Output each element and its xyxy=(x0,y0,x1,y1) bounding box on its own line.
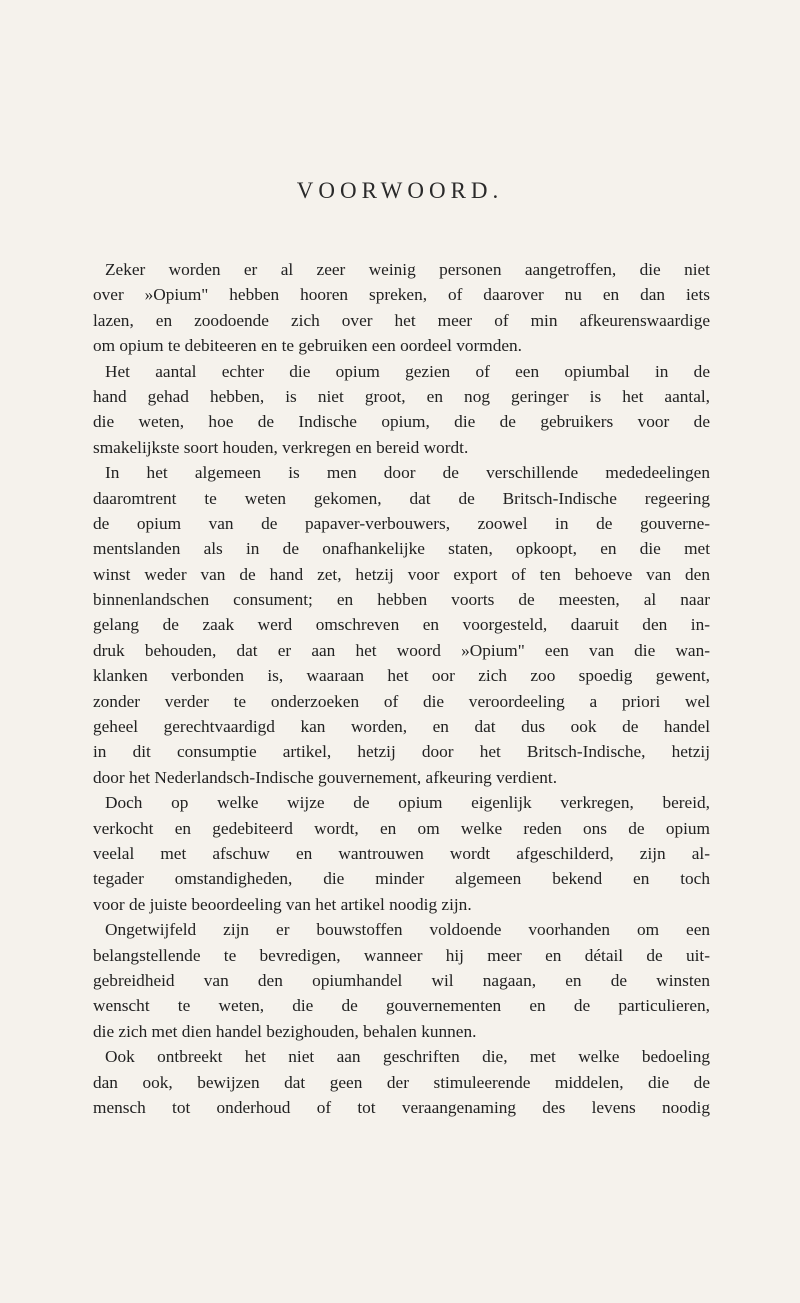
text-line: over »Opium" hebben hooren spreken, of daarover nu en dan iets xyxy=(93,285,710,305)
text-line: hand gehad hebben, is niet groot, en nog geringer is het aantal, xyxy=(93,386,710,406)
text-line: voor de juiste beoordeeling van het artikel noodig zijn. xyxy=(93,894,472,914)
text-line: door het Nederlandsch-Indische gouvernement, afkeuring verdient. xyxy=(93,767,558,787)
text-line: In het algemeen is men door de verschillende mededeelingen xyxy=(105,463,710,483)
text-line: de opium van de papaver-verbouwers, zoowel in de gouverne- xyxy=(93,513,710,533)
text-line: lazen, en zoodoende zich over het meer of min afkeurenswaardige xyxy=(93,310,710,330)
text-line: Ongetwijfeld zijn er bouwstoffen voldoende voorhanden om een xyxy=(105,920,710,940)
text-line: die weten, hoe de Indische opium, die de gebruikers voor de xyxy=(93,412,710,432)
text-line: Ook ontbreekt het niet aan geschriften die, met welke bedoeling xyxy=(105,1047,710,1067)
text-line: om opium te debiteeren en te gebruiken een oordeel vormden. xyxy=(93,336,522,356)
text-line: binnenlandschen consument; en hebben voorts de meesten, al naar xyxy=(93,590,710,610)
text-line: klanken verbonden is, waaraan het oor zich zoo spoedig gewent, xyxy=(93,666,710,686)
text-line: zonder verder te onderzoeken of die veroordeeling a priori wel xyxy=(93,691,710,711)
text-line: wenscht te weten, die de gouvernementen en de particulieren, xyxy=(93,996,710,1016)
text-line: druk behouden, dat er aan het woord »Opium" een van die wan- xyxy=(93,640,710,660)
text-line: Het aantal echter die opium gezien of een opiumbal in de xyxy=(105,361,710,381)
text-line: die zich met dien handel bezighouden, behalen kunnen. xyxy=(93,1021,477,1041)
text-line: gelang de zaak werd omschreven en voorgesteld, daaruit den in- xyxy=(93,615,710,635)
text-line: tegader omstandigheden, die minder algemeen bekend en toch xyxy=(93,869,710,889)
text-line: gebreidheid van den opiumhandel wil nagaan, en de winsten xyxy=(93,970,710,990)
text-line: veelal met afschuw en wantrouwen wordt afgeschilderd, zijn al- xyxy=(93,843,710,863)
body-text xyxy=(93,257,710,1120)
text-line: mensch tot onderhoud of tot veraangenaming des levens noodig xyxy=(93,1097,710,1117)
text-line: Doch op welke wijze de opium eigenlijk verkregen, bereid, xyxy=(105,793,710,813)
text-line: smakelijkste soort houden, verkregen en bereid wordt. xyxy=(93,437,469,457)
text-line: in dit consumptie artikel, hetzij door het Britsch-Indische, hetzij xyxy=(93,742,710,762)
text-line: belangstellende te bevredigen, wanneer hij meer en détail de uit- xyxy=(93,945,710,965)
text-line: geheel gerechtvaardigd kan worden, en dat dus ook de handel xyxy=(93,717,710,737)
text-line: dan ook, bewijzen dat geen der stimuleerende middelen, die de xyxy=(93,1072,710,1092)
text-line: daaromtrent te weten gekomen, dat de Britsch-Indische regeering xyxy=(93,488,710,508)
page-title: VOORWOORD. xyxy=(296,178,504,203)
text-line: winst weder van de hand zet, hetzij voor export of ten behoeve van den xyxy=(93,564,710,584)
text-line: verkocht en gedebiteerd wordt, en om welke reden ons de opium xyxy=(93,818,710,838)
text-line: mentslanden als in de onafhankelijke staten, opkoopt, en die met xyxy=(93,539,710,559)
text-line: Zeker worden er al zeer weinig personen aangetroffen, die niet xyxy=(105,260,710,279)
